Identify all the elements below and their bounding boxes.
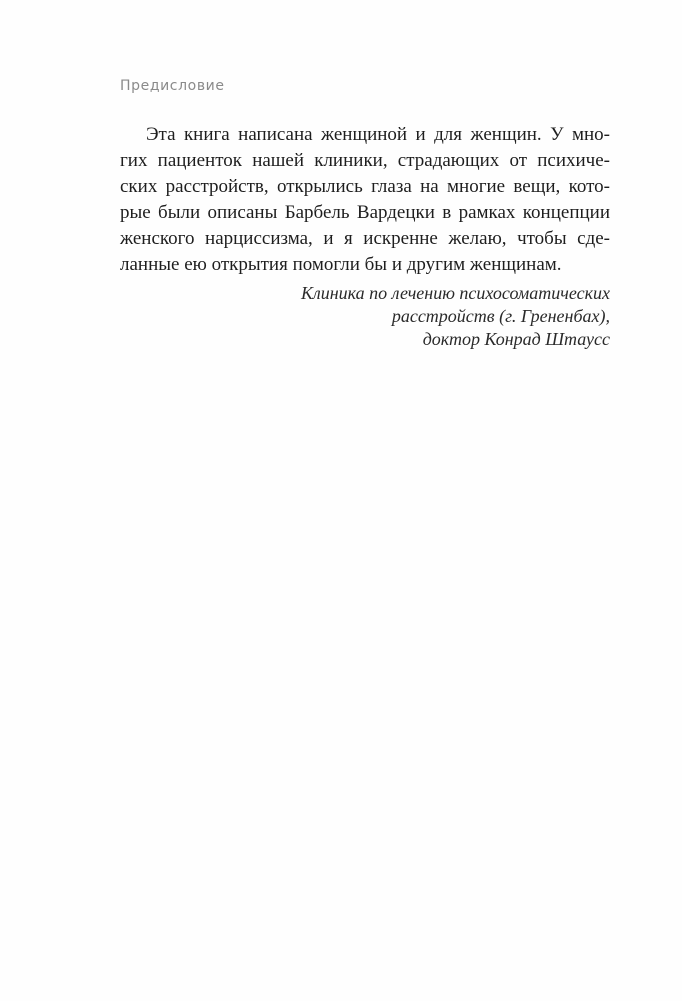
paragraph-line: Эта книга написана женщиной и для женщин. У мно- (146, 124, 610, 145)
running-head: Предисловие (120, 78, 225, 94)
signature-block (200, 282, 610, 351)
paragraph-line: женского нарциссизма, и я искренне желаю, чтобы сде- (120, 228, 610, 249)
paragraph-line: гих пациенток нашей клиники, страдающих от психиче- (120, 150, 610, 171)
signature-line: Клиника по лечению психосоматических (300, 283, 610, 303)
paragraph-line: рые были описаны Барбель Вардецки в рамках концепции (120, 202, 610, 223)
paragraph-line: ланные ею открытия помогли бы и другим женщинам. (120, 254, 562, 275)
signature-line: доктор Конрад Штаусс (422, 329, 610, 349)
paragraph-line: ских расстройств, открылись глаза на многие вещи, кото- (120, 176, 610, 197)
foreword-paragraph (120, 122, 610, 278)
signature-line: расстройств (г. Грененбах), (391, 306, 610, 326)
